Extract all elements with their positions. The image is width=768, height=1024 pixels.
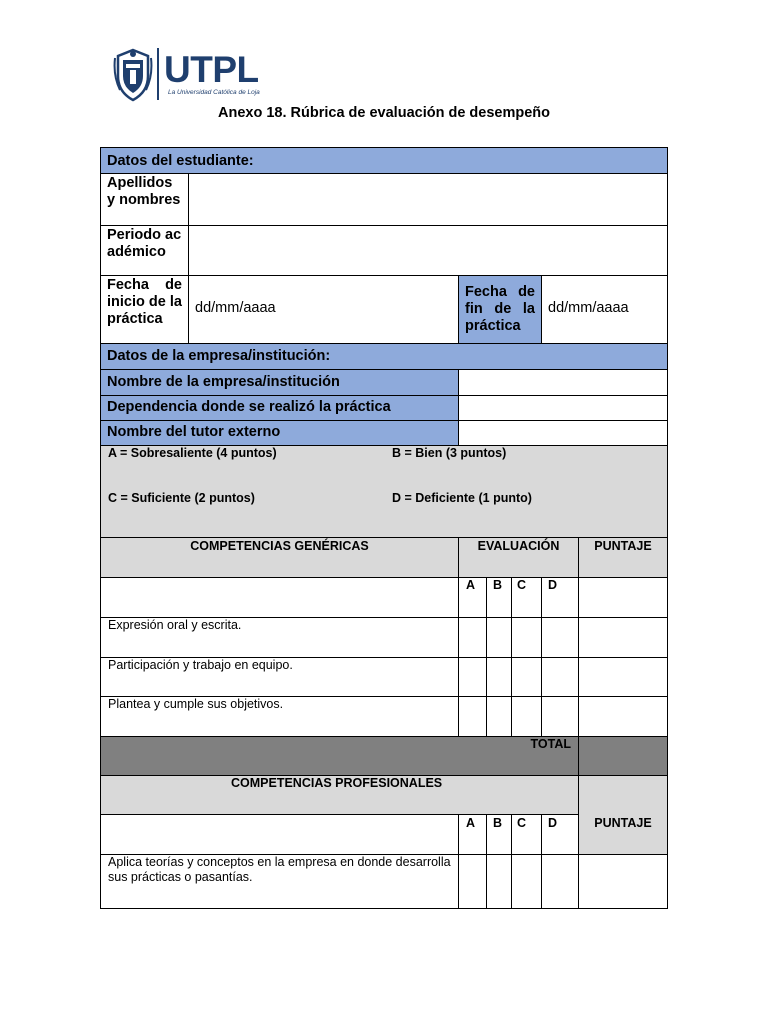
generic-score-header: PUNTAJE — [578, 537, 668, 578]
tutor-field[interactable] — [458, 420, 668, 446]
generic-row-grade-c[interactable] — [511, 657, 542, 697]
scale-c: C = Suficiente (2 puntos) — [108, 491, 255, 505]
student-section-header: Datos del estudiante: — [100, 147, 668, 174]
grade-letter-d: D — [541, 577, 579, 618]
professional-competencies-header: COMPETENCIAS PROFESIONALES — [100, 775, 579, 815]
evaluation-header: EVALUACIÓN — [458, 537, 579, 578]
generic-row-grade-b[interactable] — [486, 657, 512, 697]
company-name-label: Nombre de la empresa/institución — [100, 369, 459, 396]
generic-row-grade-c[interactable] — [511, 617, 542, 658]
generic-row-label: Expresión oral y escrita. — [100, 617, 459, 658]
generic-row-grade-a[interactable] — [458, 617, 487, 658]
professional-row-grade-c[interactable] — [511, 854, 542, 909]
grade-letter-c: C — [511, 577, 542, 618]
professional-row-grade-b[interactable] — [486, 854, 512, 909]
period-label: Periodo académico — [100, 225, 189, 276]
generic-row-grade-c[interactable] — [511, 696, 542, 737]
generic-row-label: Plantea y cumple sus objetivos. — [100, 696, 459, 737]
names-field[interactable] — [188, 173, 668, 226]
scale-a: A = Sobresaliente (4 puntos) — [108, 446, 277, 460]
grade-letter-a: A — [458, 814, 487, 855]
university-crest-icon — [112, 46, 154, 104]
professional-row-score[interactable] — [578, 854, 668, 909]
professional-score-header: PUNTAJE — [578, 775, 668, 855]
generic-row-grade-d[interactable] — [541, 657, 579, 697]
generic-row-grade-b[interactable] — [486, 696, 512, 737]
logo-subtitle: La Universidad Católica de Loja — [168, 89, 260, 96]
start-date-field[interactable]: dd/mm/aaaa — [188, 275, 459, 344]
dependency-label: Dependencia donde se realizó la práctica — [100, 395, 459, 421]
generic-row-grade-a[interactable] — [458, 696, 487, 737]
grade-letter-d: D — [541, 814, 579, 855]
end-date-label: Fecha de fin de la práctica — [458, 275, 542, 344]
generic-row-grade-b[interactable] — [486, 617, 512, 658]
grading-scale — [100, 445, 668, 538]
generic-row-label: Participación y trabajo en equipo. — [100, 657, 459, 697]
scale-b: B = Bien (3 puntos) — [392, 446, 507, 460]
company-section-header: Datos de la empresa/institución: — [100, 343, 668, 370]
end-date-field[interactable]: dd/mm/aaaa — [541, 275, 668, 344]
generic-competencies-header: COMPETENCIAS GENÉRICAS — [100, 537, 459, 578]
utpl-logo — [110, 44, 275, 104]
total-label: TOTAL — [100, 736, 579, 776]
generic-letters-blank — [100, 577, 459, 618]
logo-text: UTPL — [164, 49, 259, 90]
company-name-field[interactable] — [458, 369, 668, 396]
period-field[interactable] — [188, 225, 668, 276]
names-label: Apellidos y nombres — [100, 173, 189, 226]
generic-row-score[interactable] — [578, 657, 668, 697]
logo-divider — [157, 48, 159, 100]
professional-row-grade-a[interactable] — [458, 854, 487, 909]
grade-letter-c: C — [511, 814, 542, 855]
generic-letters-score-blank — [578, 577, 668, 618]
professional-letters-blank — [100, 814, 459, 855]
generic-row-score[interactable] — [578, 617, 668, 658]
grade-letter-b: B — [486, 814, 512, 855]
generic-row-grade-a[interactable] — [458, 657, 487, 697]
document-title: Anexo 18. Rúbrica de evaluación de desempeño — [218, 105, 550, 121]
generic-row-grade-d[interactable] — [541, 696, 579, 737]
generic-row-grade-d[interactable] — [541, 617, 579, 658]
start-date-label: Fecha de inicio de la práctica — [100, 275, 189, 344]
dependency-field[interactable] — [458, 395, 668, 421]
total-score[interactable] — [578, 736, 668, 776]
grade-letter-b: B — [486, 577, 512, 618]
professional-row-grade-d[interactable] — [541, 854, 579, 909]
grade-letter-a: A — [458, 577, 487, 618]
tutor-label: Nombre del tutor externo — [100, 420, 459, 446]
generic-row-score[interactable] — [578, 696, 668, 737]
scale-d: D = Deficiente (1 punto) — [392, 491, 532, 505]
professional-row-label: Aplica teorías y conceptos en la empresa en donde desarrolla sus prácticas o pasantías. — [100, 854, 459, 909]
